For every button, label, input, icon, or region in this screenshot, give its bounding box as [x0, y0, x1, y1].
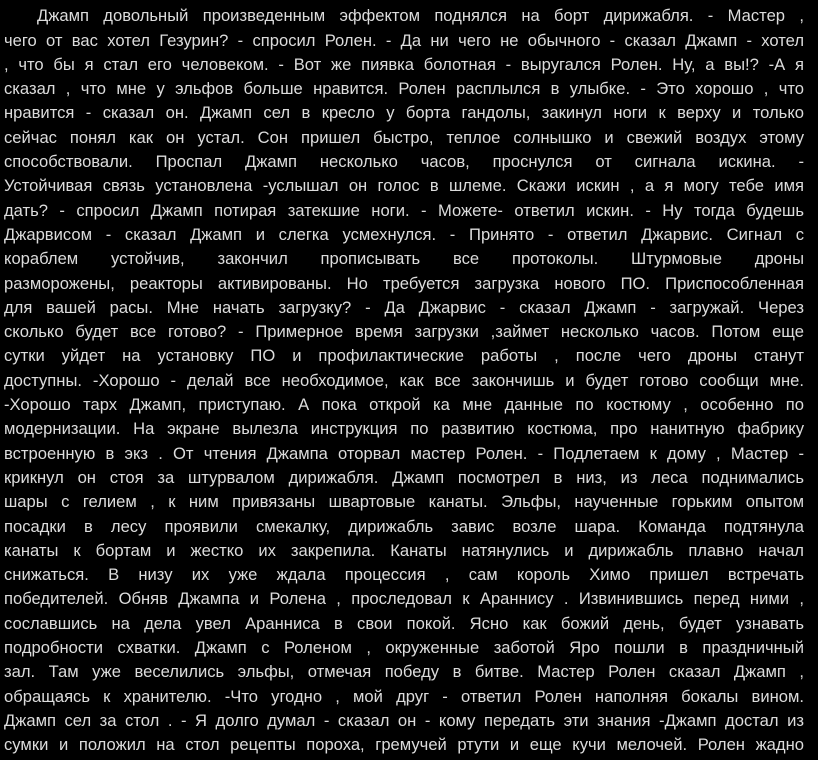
text-line: -Хорошо тарх Джамп, приступаю. А пока открой ка мне данные по костюму , особенно по	[4, 395, 804, 414]
text-line: способствовали. Проспал Джамп несколько часов, проснулся от сигнала искина. -	[4, 152, 804, 171]
reading-pane[interactable]	[4, 0, 804, 760]
text-line: кораблем устойчив, закончил прописывать все протоколы. Штурмовые дроны	[4, 249, 804, 269]
text-line: победителей. Обняв Джампа и Ролена , проследовал к Араннису . Извинившись перед ними ,	[4, 589, 804, 609]
text-line: разморожены, реакторы активированы. Но требуется загрузка нового ПО. Приспособленная	[4, 273, 804, 293]
text-line: сославшись на дела увел Аранниса в свои покой. Ясно как божий день, будет узнавать	[4, 613, 804, 633]
text-line: сутки уйдет на установку ПО и профилактические работы , после чего дроны станут	[4, 346, 804, 366]
text-line: крикнул он стоя за штурвалом дирижабля. Джамп посмотрел в низ, из леса поднимались	[4, 467, 804, 487]
text-line: дать? - спросил Джамп потирая затекшие ноги. - Можете- ответил искин. - Ну тогда будешь	[4, 200, 804, 220]
text-line: снижаться. В низу их уже ждала процессия , сам король Химо пришел встречать	[4, 565, 804, 585]
text-line: сколько будет все готово? - Примерное время загрузки ,займет несколько часов. Потом еще	[4, 322, 804, 342]
text-line: Джарвисом - сказал Джамп и слегка усмехнулся. - Принято - ответил Джарвис. Сигнал с	[4, 224, 804, 244]
text-line: Джамп сел за стол . - Я долго думал - сказал он - кому передать эти знания -Джамп достал из	[4, 710, 804, 730]
text-line: подробности схватки. Джамп с Роленом , окруженные заботой Яро пошли в праздничный	[4, 638, 804, 657]
text-line: Устойчивая связь установлена -услышал он голос в шлеме. Скажи искин , а я могу тебе имя	[4, 176, 804, 196]
text-line: обращаясь к хранителю. -Что угодно , мой друг - ответил Ролен наполняя бокалы вином.	[4, 686, 804, 706]
text-line: сумки и положил на стол рецепты пороха, гремучей ртути и еще кучи мелочей. Ролен жадно	[4, 735, 804, 755]
text-line: доступны. -Хорошо - делай все необходимое, как все закончишь и будет готово сообщи мне.	[4, 370, 804, 390]
text-line: модернизации. На экране вылезла инструкция по развитию костюма, про нанитную фабрику	[4, 419, 804, 439]
text-line: сказал , что мне у эльфов больше нравится. Ролен расплылся в улыбке. - Это хорошо , что	[4, 79, 804, 99]
text-line: шары с гелием , к ним привязаны швартовые канаты. Эльфы, наученные горьким опытом	[4, 492, 804, 512]
text-line: канаты к бортам и жестко их закрепила. Канаты натянулись и дирижабль плавно начал	[4, 540, 804, 560]
text-line: сейчас понял как он устал. Сон пришел быстро, теплое солнышко и свежий воздух этому	[4, 127, 804, 147]
text-line: , что бы я стал его человеком. - Вот же пиявка болотная - выругался Ролен. Ну, а вы!? -А я	[4, 54, 804, 74]
text-line: нравится - сказал он. Джамп сел в кресло у борта гандолы, закинул ноги к верху и только	[4, 103, 804, 123]
text-line: для вашей расы. Мне начать загрузку? - Да Джарвис - сказал Джамп - загружай. Через	[4, 297, 804, 317]
text-line: Джамп довольный произведенным эффектом поднялся на борт дирижабля. - Мастер ,	[37, 6, 804, 25]
text-line: встроенную в экз . От чтения Джампа оторвал мастер Ролен. - Подлетаем к дому , Мастер -	[4, 443, 804, 463]
text-line: зал. Там уже веселились эльфы, отмечая победу в битве. Мастер Ролен сказал Джамп ,	[4, 662, 804, 682]
text-line: посадки в лесу проявили смекалку, дирижабль завис возле шара. Команда подтянула	[4, 516, 804, 536]
text-line: чего от вас хотел Гезурин? - спросил Ролен. - Да ни чего не обычного - сказал Джамп - хотел	[4, 30, 804, 50]
